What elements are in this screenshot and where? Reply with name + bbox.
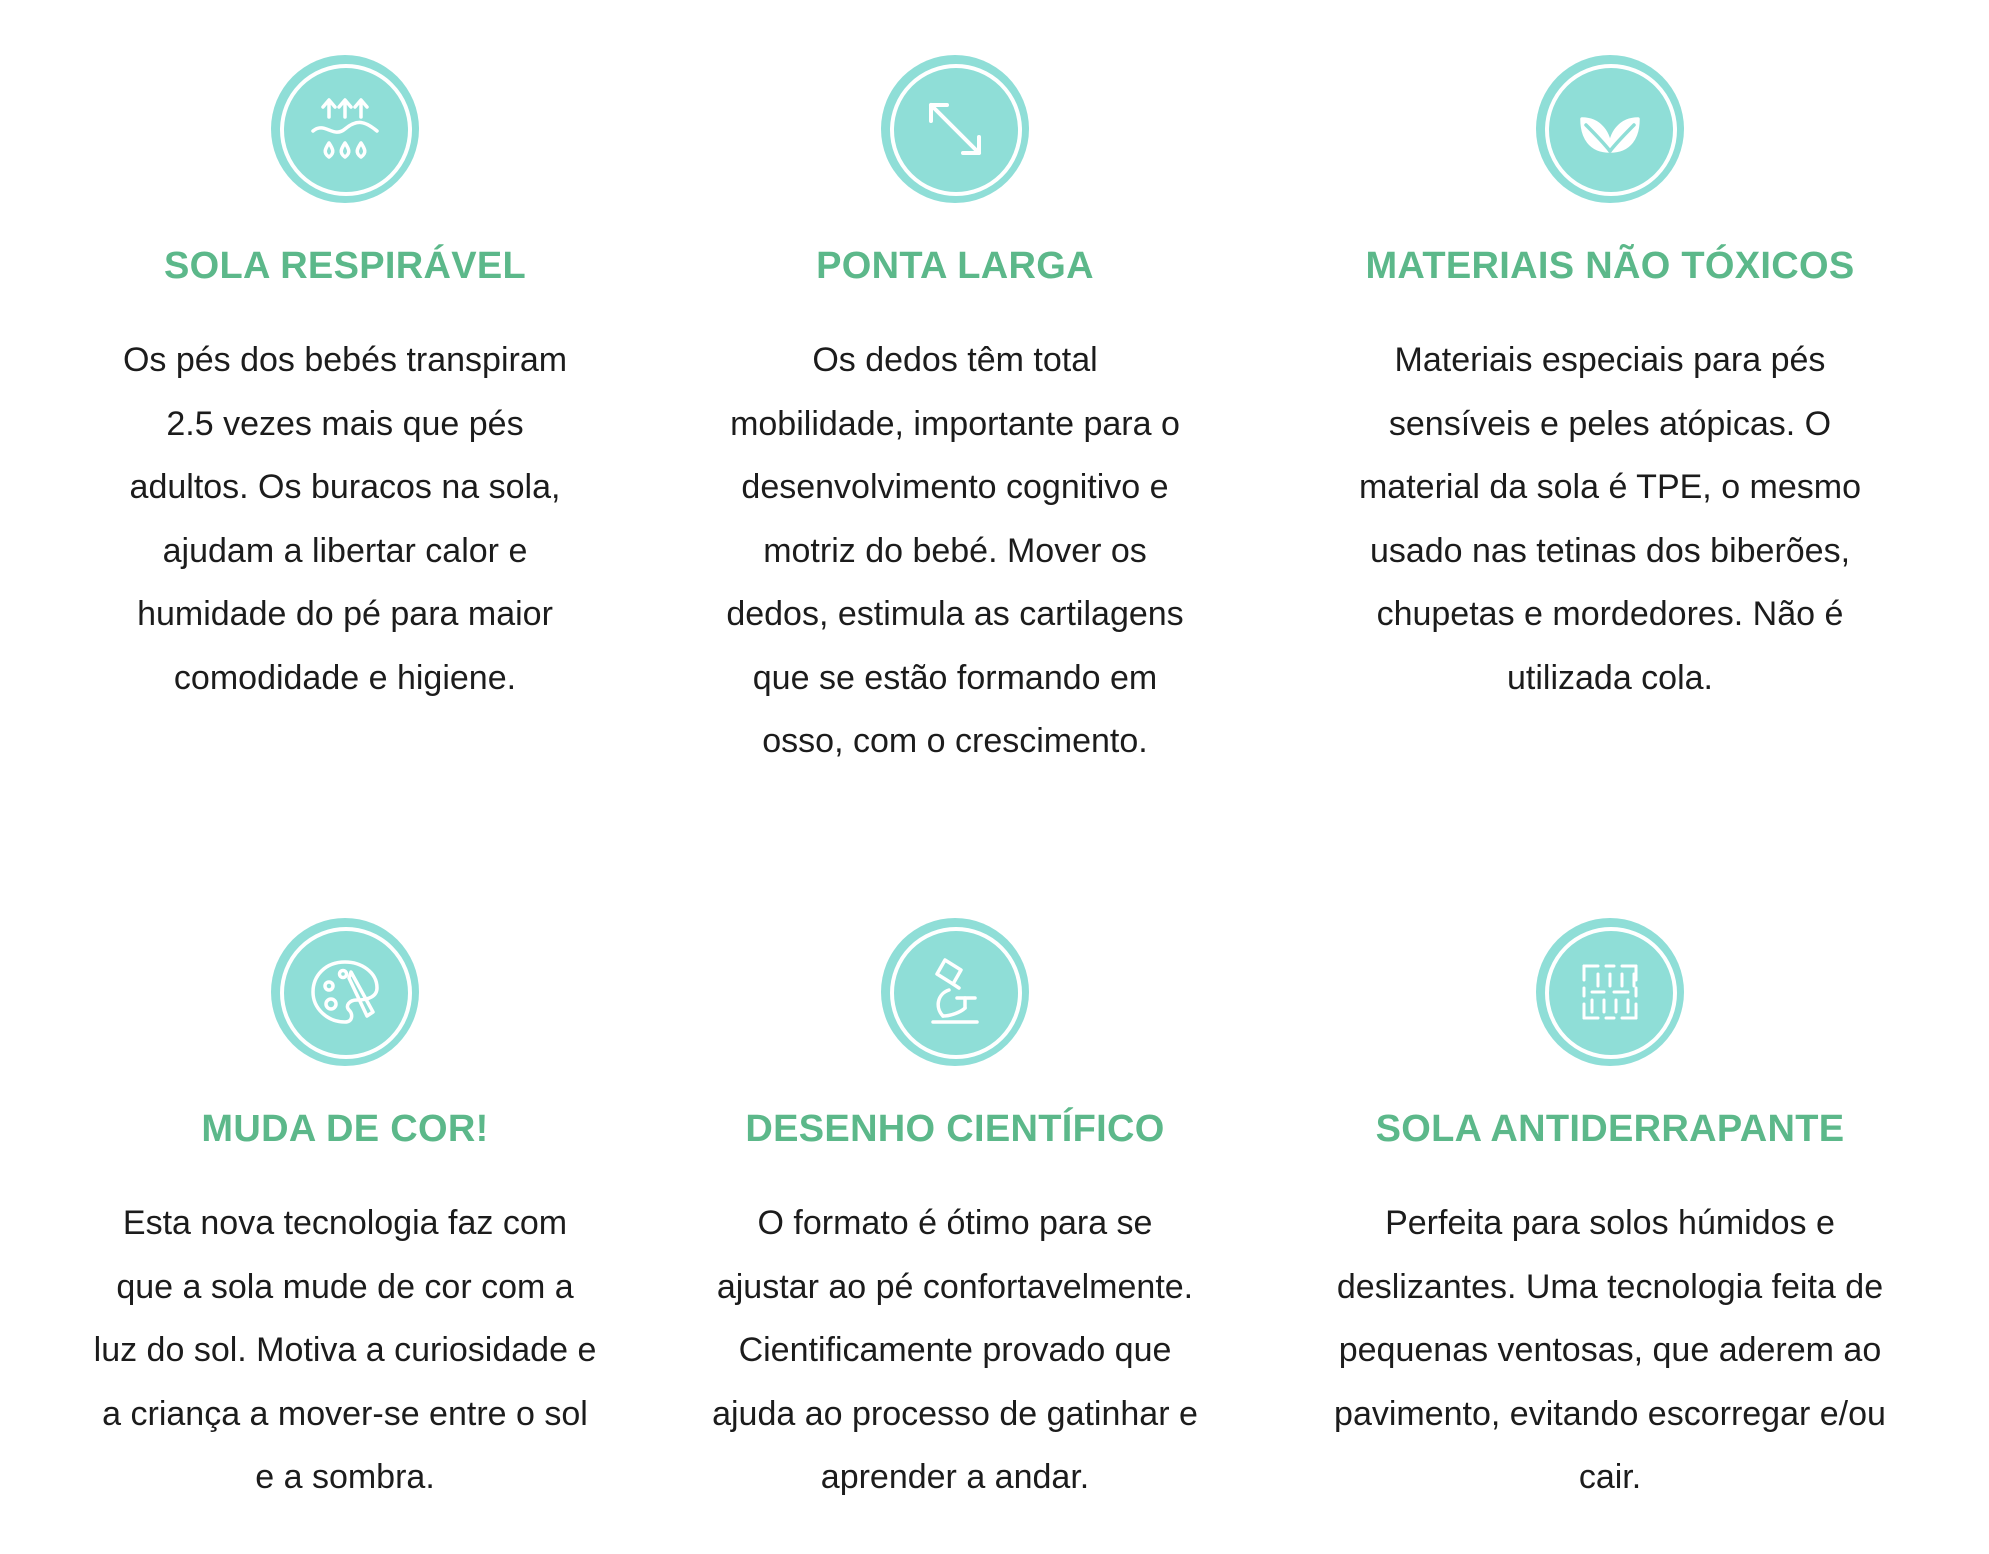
description-line: desenvolvimento cognitivo e xyxy=(741,468,1169,506)
feature-description xyxy=(45,1192,645,1510)
description-line: a criança a mover-se entre o sol xyxy=(102,1394,588,1433)
description-line: utilizada cola. xyxy=(1506,658,1713,697)
palette-icon xyxy=(271,918,419,1066)
feature-title: SOLA ANTIDERRAPANTE xyxy=(1375,1108,1845,1150)
feature-description xyxy=(1280,1192,1940,1510)
description-line: que a sola mude de cor com a xyxy=(116,1267,574,1306)
description-line: ajustar ao pé confortavelmente. xyxy=(716,1267,1194,1306)
feature-non-toxic-materials xyxy=(1280,55,1940,735)
description-line: Os pés dos bebés transpiram xyxy=(122,341,568,379)
description-line: adultos. Os buracos na sola, xyxy=(129,468,561,506)
feature-title: MUDA DE COR! xyxy=(201,1108,489,1150)
feature-description xyxy=(655,1192,1255,1510)
description-line: aprender a andar. xyxy=(820,1458,1090,1496)
leaf-icon xyxy=(1536,55,1684,203)
feature-scientific-design xyxy=(655,918,1255,1518)
feature-wide-toe xyxy=(655,55,1255,775)
feature-breathable-sole xyxy=(45,55,645,735)
description-line: pavimento, evitando escorregar e/ou xyxy=(1334,1394,1886,1433)
feature-color-change xyxy=(45,918,645,1518)
description-line: cair. xyxy=(1578,1458,1642,1496)
description-line: usado nas tetinas dos biberões, xyxy=(1369,531,1851,570)
description-line: ajuda ao processo de gatinhar e xyxy=(712,1394,1198,1433)
feature-title: PONTA LARGA xyxy=(816,245,1094,287)
description-line: ajudam a libertar calor e xyxy=(162,531,528,570)
feature-title: SOLA RESPIRÁVEL xyxy=(163,245,527,287)
feature-description xyxy=(655,329,1255,774)
non-slip-texture-icon xyxy=(1536,918,1684,1066)
description-line: dedos, estimula as cartilagens xyxy=(726,595,1184,633)
description-line: mobilidade, importante para o xyxy=(730,404,1180,443)
description-line: e a sombra. xyxy=(255,1458,435,1496)
description-line: humidade do pé para maior xyxy=(137,595,553,633)
feature-title: DESENHO CIENTÍFICO xyxy=(745,1108,1165,1150)
description-line: O formato é ótimo para se xyxy=(757,1204,1153,1242)
microscope-icon xyxy=(881,918,1029,1066)
description-line: material da sola é TPE, o mesmo xyxy=(1358,468,1862,506)
description-line: luz do sol. Motiva a curiosidade e xyxy=(93,1331,597,1369)
feature-title: MATERIAIS NÃO TÓXICOS xyxy=(1365,245,1855,287)
description-line: deslizantes. Uma tecnologia feita de xyxy=(1336,1267,1884,1306)
description-line: que se estão formando em xyxy=(752,658,1158,697)
expand-arrows-icon xyxy=(881,55,1029,203)
description-line: Esta nova tecnologia faz com xyxy=(122,1204,568,1242)
description-line: pequenas ventosas, que aderem ao xyxy=(1338,1331,1882,1369)
description-line: sensíveis e peles atópicas. O xyxy=(1388,404,1832,443)
feature-non-slip-sole xyxy=(1280,918,1940,1518)
feature-description xyxy=(45,329,645,710)
description-line: motriz do bebé. Mover os xyxy=(763,531,1147,570)
description-line: 2.5 vezes mais que pés xyxy=(166,404,524,443)
description-line: Perfeita para solos húmidos e xyxy=(1385,1204,1835,1242)
description-line: Os dedos têm total xyxy=(812,341,1098,379)
description-line: osso, com o crescimento. xyxy=(762,722,1148,760)
feature-description xyxy=(1280,329,1940,710)
breathable-sole-icon xyxy=(271,55,419,203)
description-line: comodidade e higiene. xyxy=(173,658,517,697)
description-line: Materiais especiais para pés xyxy=(1394,341,1826,379)
description-line: chupetas e mordedores. Não é xyxy=(1376,595,1844,633)
description-line: Cientificamente provado que xyxy=(738,1331,1172,1369)
